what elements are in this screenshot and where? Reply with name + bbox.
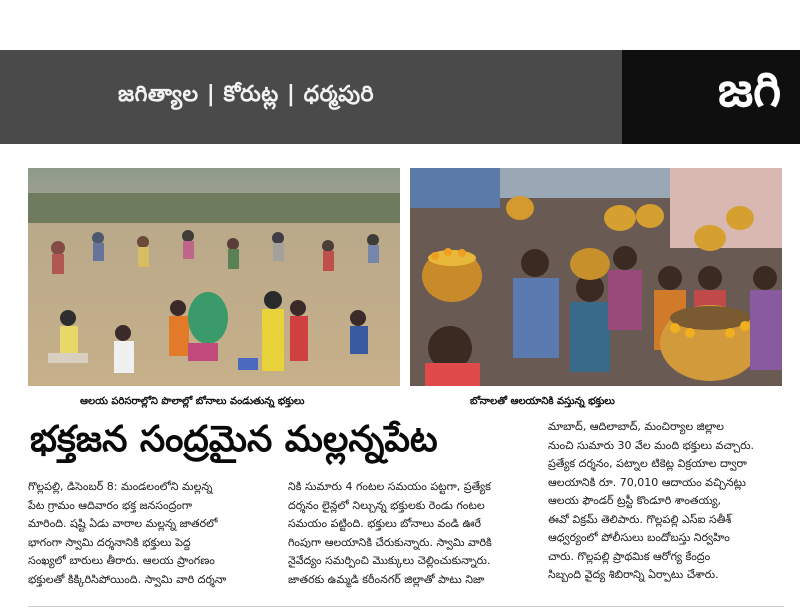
- article-line: మాబాద్, ఆదిలాబాద్, మంచిర్యాల జిల్లాల: [548, 420, 724, 433]
- article-line: సమయం పట్టింది. భక్తులు బోనాలు వండి ఊరే: [288, 517, 482, 530]
- masthead-title: జగి: [718, 62, 782, 118]
- article-line: నైవేద్యం సమర్పించి మొక్కులు చెల్లించుకున్నారు.: [288, 554, 491, 567]
- article-column-2: [288, 478, 524, 589]
- article-line: ఆలయ ఫౌండర్ ట్రస్టీ కొండూరి శాంతయ్య,: [548, 494, 722, 507]
- district-strip: జగిత్యాల | కోరుట్ల | ధర్మపురి: [118, 82, 375, 107]
- photo-devotees-cooking-fields: [28, 168, 400, 386]
- article-headline: భక్తజన సంద్రమైన మల్లన్నపేట: [30, 418, 438, 460]
- photo-caption-left: ఆలయ పరిసరాల్లోని పొలాల్లో బోనాలు వండుతున్న భక్తులు: [80, 396, 305, 407]
- article-line: మారింది. షష్టి ఏడు వారాల మల్లన్న జాతరలో: [28, 517, 218, 530]
- article-line: గింపుగా ఆలయానికి చేరుకున్నారు. స్వామి వారికి: [288, 535, 492, 549]
- article-column-1: [28, 478, 264, 589]
- article-line: జాతరకు ఉమ్మడి కరీంనగర్ జిల్లాతో పాటు నిజా: [288, 572, 485, 586]
- photo-caption-right: బోనాలతో ఆలయానికి వస్తున్న భక్తులు: [470, 396, 615, 407]
- article-line: ఆలయానికి రూ. 70,010 ఆదాయం వచ్చినట్లు: [548, 475, 746, 489]
- article-line: ఆధ్వర్యంలో పోలీసులు బందోబస్తు నిర్వహిం: [548, 531, 730, 544]
- article-line: పేట గ్రామం ఆదివారం భక్త జనసంద్రంగా: [28, 498, 193, 512]
- masthead-box: [622, 50, 800, 144]
- article-line: ఈవో విక్రమ్ తెలిపారు. గొల్లపల్లి ఎస్ఐ సతీశ్: [548, 512, 732, 526]
- article-line: చారు. గొల్లపల్లి ప్రాథమిక ఆరోగ్య కేంద్రం: [548, 549, 711, 563]
- article-line: గొల్లపల్లి, డిసెంబర్ 8: మండలంలోని మల్లన్న: [28, 480, 213, 493]
- article-line: భాగంగా స్వామి దర్శనానికి భక్తులు పెద్ద: [28, 535, 191, 549]
- article-line: నికి సుమారు 4 గంటల సమయం పట్టగా, ప్రత్యేక: [288, 480, 491, 493]
- article-line: సంఖ్యలో బారులు తీరారు. ఆలయ ప్రాంగణం: [28, 554, 215, 567]
- photo-devotees-carrying-bonalu: [410, 168, 782, 386]
- article-line: సిబ్బంది వైద్య శిబిరాన్ని ఏర్పాటు చేశారు.: [548, 568, 719, 581]
- article-line: దర్శనం లైన్లలో నిల్చున్న భక్తులకు రెండు గంటల: [288, 498, 485, 512]
- article-line: ప్రత్యేక దర్శనం, పట్నాల టికెట్ల విక్రయాల ద్వారా: [548, 457, 747, 470]
- article-line: భక్తులతో కిక్కిరిసిపోయింది. స్వామి వారి దర్శనా: [28, 572, 227, 586]
- article-column-3: [548, 418, 784, 585]
- bottom-divider: [28, 606, 784, 607]
- article-line: నుంచి సుమారు 30 వేల మంది భక్తులు వచ్చారు.: [548, 438, 755, 452]
